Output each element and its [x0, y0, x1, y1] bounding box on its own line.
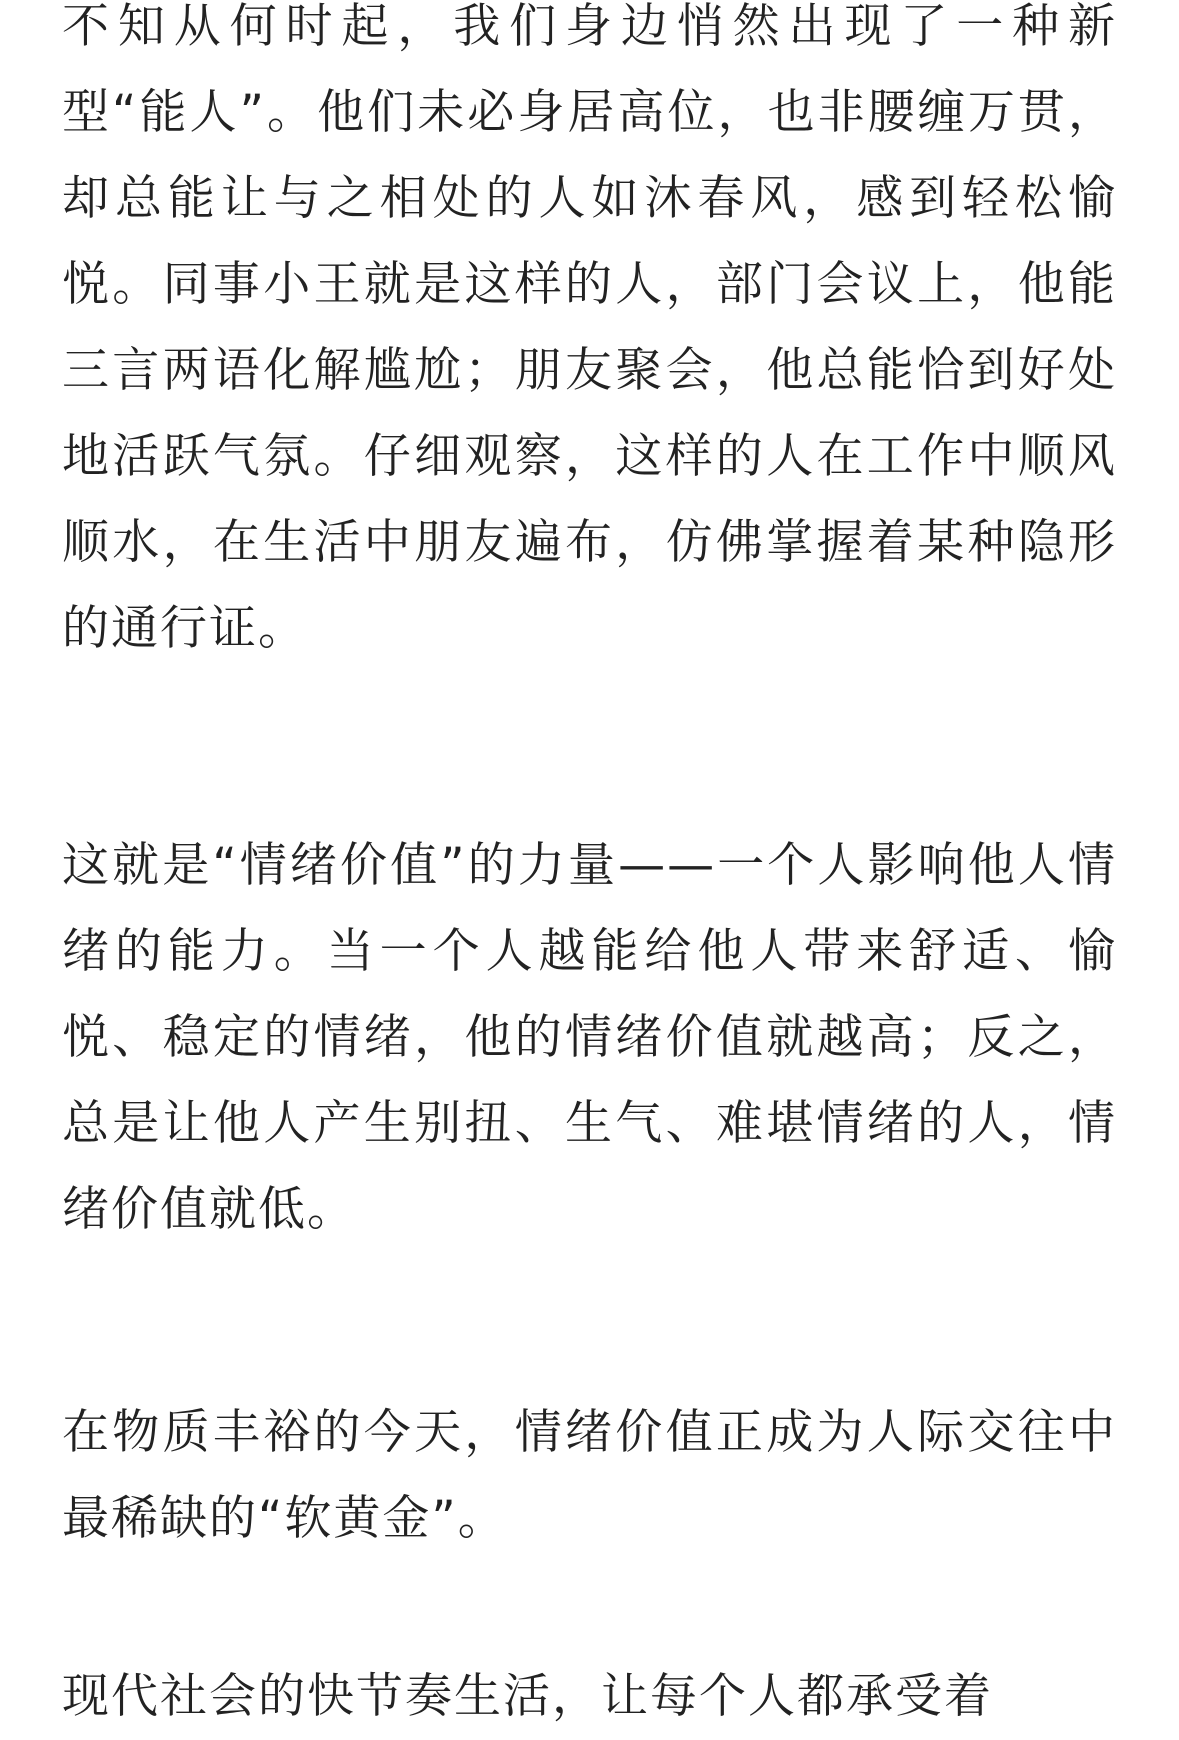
paragraph-4-partial: 现代社会的快节奏生活，让每个人都承受着 — [62, 1669, 993, 1724]
paragraph-3: 在物质丰裕的今天，情绪价值正成为人际交往中最稀缺的“软黄金”。 — [62, 1405, 1117, 1546]
paragraph-2: 这就是“情绪价值”的力量——一个人影响他人情绪的能力。当一个人越能给他人带来舒适、愉悦、稳定的情绪，他的情绪价值就越高；反之，总是让他人产生别扭、生气、难堪情绪的人，情绪价值就低。 — [62, 838, 1117, 1237]
paragraph-1: 不知从何时起，我们身边悄然出现了一种新型“能人”。他们未必身居高位，也非腰缠万贯，却总能让与之相处的人如沐春风，感到轻松愉悦。同事小王就是这样的人，部门会议上，他能三言两语化解尴尬；朋友聚会，他总能恰到好处地活跃气氛。仔细观察，这样的人在工作中顺风顺水，在生活中朋友遍布，仿佛掌握着某种隐形的通行证。 — [62, 0, 1117, 656]
